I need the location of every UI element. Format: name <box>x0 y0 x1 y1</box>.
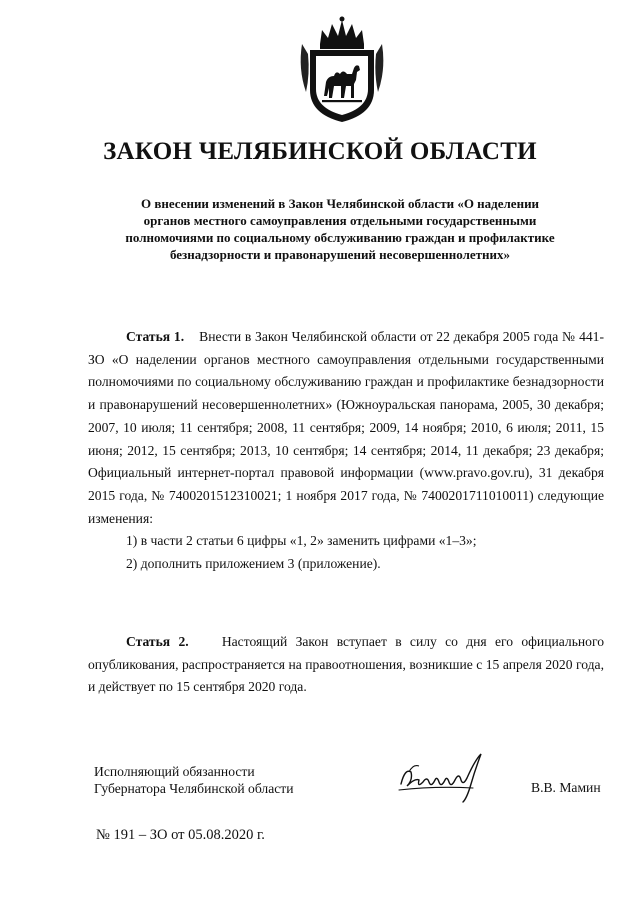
document-subtitle: О внесении изменений в Закон Челябинской области «О наделении органов местного самоуправления отдельными государственными полномочиями по социальному обслуживанию граждан и профилактике безнадзорности и правонарушений несовершеннолетних» <box>125 196 555 262</box>
article-2-label: Статья 2. <box>126 634 189 649</box>
article-1-item-1: 1) в части 2 статьи 6 цифры «1, 2» заменить цифрами «1–3»; <box>126 533 477 549</box>
handwritten-signature <box>395 750 495 805</box>
law-number: № 191 – ЗО от 05.08.2020 г. <box>96 827 265 843</box>
signatory-position-line-1: Исполняющий обязанности <box>94 764 255 779</box>
article-1-item-2: 2) дополнить приложением 3 (приложение). <box>126 556 381 572</box>
article-2 <box>88 631 604 699</box>
article-2-text: Настоящий Закон вступает в силу со дня его официального опубликования, распространяется на правоотношения, возникшие с 15 апреля 2020 года, и действует по 15 сентября 2020 года. <box>88 634 604 695</box>
crown-icon <box>320 17 364 50</box>
article-1-text: Внести в Закон Челябинской области от 22 декабря 2005 года № 441-ЗО «О наделении органов местного самоуправления отдельными государственными полномочиями по социальному обслуживанию граждан и профилактике безнадзорности и правонарушений несовершеннолетних» (Южноуральская панорама, 2005, 30 декабря; 2007, 10 июля; 11 сентября; 2008, 11 сентября; 2009, 14 ноября; 2010, 6 июля; 2011, 15 июня; 2012, 15 сентября; 2013, 10 сентября; 14 сентября; 2014, 11 декабря; 23 декабря; Официальный интернет-портал правовой информации (www.pravo.gov.ru), 31 декабря 2015 года, № 7400201512310021; 1 ноября 2017 года, № 7400201711010011) следующие изменения: <box>88 329 605 526</box>
signatory-name: В.В. Мамин <box>531 780 601 795</box>
document-title: ЗАКОН ЧЕЛЯБИНСКОЙ ОБЛАСТИ <box>103 138 537 165</box>
coat-of-arms-emblem <box>296 14 388 124</box>
signatory-position-line-2: Губернатора Челябинской области <box>94 781 294 796</box>
article-2-paragraph <box>88 631 604 699</box>
signatory-position <box>94 763 294 797</box>
article-1-label: Статья 1. <box>126 329 185 344</box>
article-1 <box>88 326 604 576</box>
article-1-paragraph <box>88 326 604 530</box>
